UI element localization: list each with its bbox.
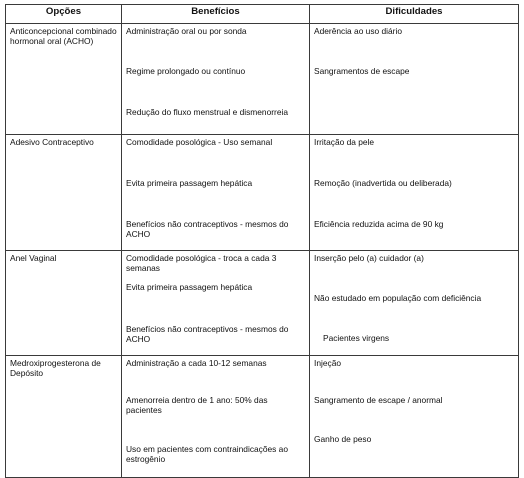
benefit-item: Administração oral ou por sonda (126, 26, 247, 36)
difficulty-item: Pacientes virgens (323, 333, 390, 343)
header-difficulties: Dificuldades (310, 5, 519, 24)
option-cell: Adesivo Contraceptivo (6, 135, 122, 251)
table-row (6, 251, 519, 356)
difficulty-item: Remoção (inadvertida ou deliberada) (314, 178, 452, 188)
difficulties-cell (310, 251, 519, 356)
benefit-item: Regime prolongado ou contínuo (126, 66, 246, 76)
contraceptive-options-table (5, 4, 519, 478)
benefit-item: Comodidade posológica - Uso semanal (126, 137, 273, 147)
benefits-cell (122, 135, 310, 251)
benefit-item: Evita primeira passagem hepática (126, 178, 253, 188)
benefit-item: Benefícios não contraceptivos - mesmos do ACHO (126, 324, 289, 344)
table-row (6, 135, 519, 251)
difficulty-item: Irritação da pele (314, 137, 375, 147)
difficulty-item: Eficiência reduzida acima de 90 kg (314, 219, 444, 229)
option-cell: Anel Vaginal (6, 251, 122, 356)
benefits-cell (122, 24, 310, 135)
difficulties-cell (310, 356, 519, 478)
difficulties-cell (310, 24, 519, 135)
contraceptive-options-table-wrapper (5, 4, 519, 478)
option-cell: Anticoncepcional combinado hormonal oral (ACHO) (6, 24, 122, 135)
benefit-item: Redução do fluxo menstrual e dismenorreia (126, 107, 289, 117)
benefits-cell (122, 251, 310, 356)
difficulty-item: Sangramento de escape / anormal (314, 395, 443, 405)
benefits-cell (122, 356, 310, 478)
difficulty-item: Não estudado em população com deficiência (314, 293, 482, 303)
header-row (6, 5, 519, 24)
difficulties-cell (310, 135, 519, 251)
table-row (6, 24, 519, 135)
benefit-item: Comodidade posológica - troca a cada 3 semanas (126, 253, 277, 273)
difficulty-item: Sangramentos de escape (314, 66, 410, 76)
benefit-item: Amenorreia dentro de 1 ano: 50% das pacientes (126, 395, 268, 415)
table-row (6, 356, 519, 478)
benefit-item: Benefícios não contraceptivos - mesmos do ACHO (126, 219, 289, 239)
difficulty-item: Inserção pelo (a) cuidador (a) (314, 253, 424, 263)
difficulty-item: Ganho de peso (314, 434, 372, 444)
benefit-item: Administração a cada 10-12 semanas (126, 358, 267, 368)
header-benefits: Benefícios (122, 5, 310, 24)
difficulty-item: Injeção (314, 358, 342, 368)
header-options: Opções (6, 5, 122, 24)
benefit-item: Evita primeira passagem hepática (126, 282, 253, 292)
benefit-item: Uso em pacientes com contraindicações ao estrogênio (126, 444, 288, 464)
option-cell: Medroxiprogesterona de Depósito (6, 356, 122, 478)
difficulty-item: Aderência ao uso diário (314, 26, 402, 36)
